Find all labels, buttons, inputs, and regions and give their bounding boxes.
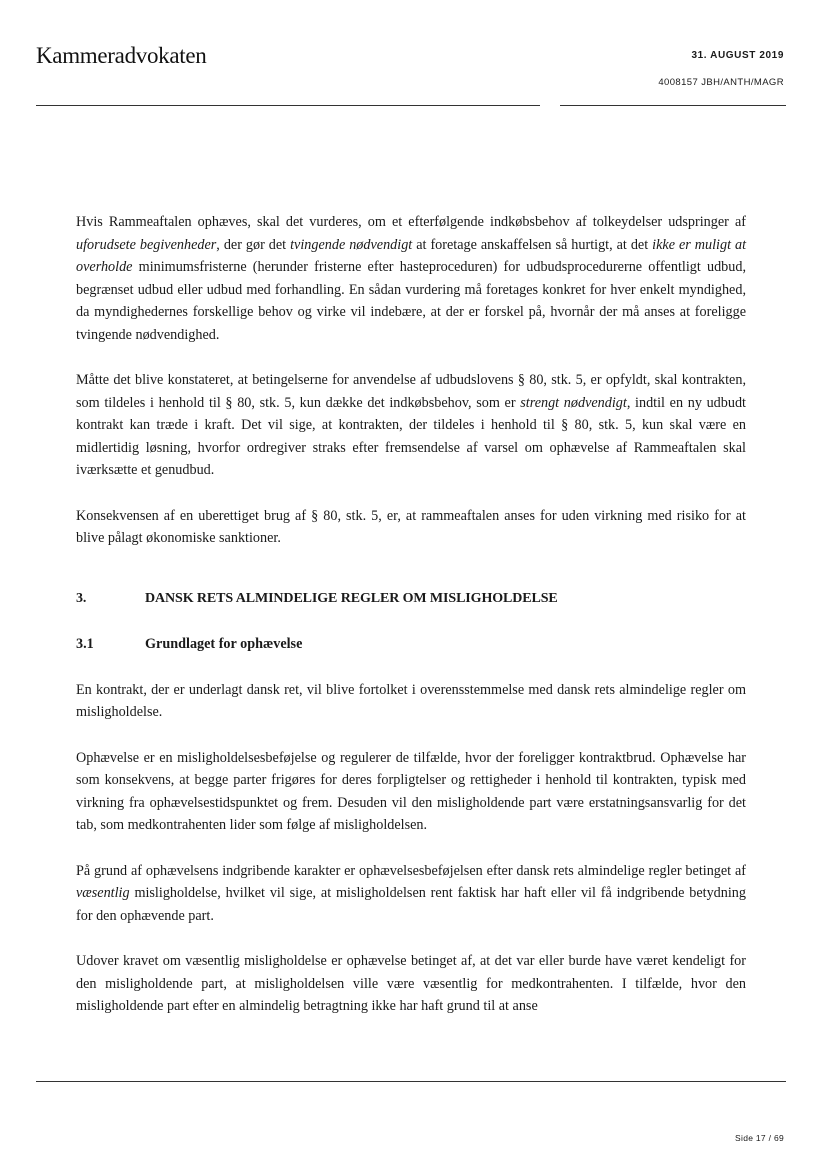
section-heading bbox=[76, 588, 746, 611]
header-rule-right bbox=[560, 105, 786, 106]
section-number: 3. bbox=[76, 590, 87, 606]
paragraph: Udover kravet om væsentlig misligholdelse er ophævelse betinget af, at det var eller burde have været kendeligt for den misligholdende part, at misligholdelsen ville være væsentlig for medkontrahenten. I tilfælde, hvor den misligholdende part efter en almindelig betragtning ikke har haft grund til at anse bbox=[76, 953, 746, 1014]
document-date: 31. AUGUST 2019 bbox=[691, 50, 784, 61]
section-title: DANSK RETS ALMINDELIGE REGLER OM MISLIGHOLDELSE bbox=[145, 590, 558, 606]
footer-rule bbox=[36, 1081, 786, 1082]
header-rule-left bbox=[36, 105, 540, 106]
document-body bbox=[76, 211, 746, 1041]
subsection-title: Grundlaget for ophævelse bbox=[145, 636, 303, 652]
subsection-number: 3.1 bbox=[76, 636, 94, 652]
paragraph: Konsekvensen af en uberettiget brug af § 80, stk. 5, er, at rammeaftalen anses for uden virkning med risiko for at blive pålagt økonomiske sanktioner. bbox=[76, 507, 746, 546]
logo: Kammeradvokaten bbox=[36, 43, 207, 68]
page-number: Side 17 / 69 bbox=[735, 1133, 784, 1143]
paragraph: Ophævelse er en misligholdelsesbeføjelse og regulerer de tilfælde, hvor der foreligger kontraktbrud. Ophævelse har som konsekvens, at begge parter frigøres for deres forpligtelser og rettigheder i henhold til kontrakten, typisk med virkning fra ophævelsestidspunktet og frem. Desuden vil den misligholdende part være erstatningsansvarlig for det tab, som medkontrahenten lider som følge af misligholdelsen. bbox=[76, 749, 746, 833]
paragraph: Måtte det blive konstateret, at betingelserne for anvendelse af udbudslovens § 80, stk. 5, er opfyldt, skal kontrakten, som tildeles i henhold til § 80, stk. 5, kun dække det indkøbsbehov, som er strengt nødvendigt, indtil en ny udbudt kontrakt kan træde i kraft. Det vil sige, at kontrakten, der tildeles i henhold til § 80, stk. 5, kun skal være en midlertidig løsning, hvorfor ordregiver straks efter fremsendelse af varsel om ophævelse af Rammeaftalen skal iværksætte et genudbud. bbox=[76, 372, 746, 478]
document-reference: 4008157 JBH/ANTH/MAGR bbox=[658, 77, 784, 88]
paragraph: En kontrakt, der er underlagt dansk ret, vil blive fortolket i overensstemmelse med dansk rets almindelige regler om misligholdelse. bbox=[76, 681, 746, 720]
paragraph: På grund af ophævelsens indgribende karakter er ophævelsesbeføjelsen efter dansk rets almindelige regler betinget af væsentlig misligholdelse, hvilket vil sige, at misligholdelsen rent faktisk har haft eller vil få indgribende betydning for den ophævende part. bbox=[76, 862, 746, 924]
subsection-heading bbox=[76, 633, 746, 656]
paragraph: Hvis Rammeaftalen ophæves, skal det vurderes, om et efterfølgende indkøbsbehov af tolkeydelser udspringer af uforudsete begivenheder, der gør det tvingende nødvendigt at foretage anskaffelsen så hurtigt, at det ikke er muligt at overholde minimumsfristerne (herunder fristerne efter hasteproceduren) for udbudsprocedurerne offentligt udbud, begrænset udbud eller udbud med forhandling. En sådan vurdering må foretages konkret for hver enkelt myndighed, da myndighedernes forskellige behov og virke vil indebære, at der er forskel på, hvornår der må anses at foreligge tvingende nødvendighed. bbox=[76, 214, 747, 343]
